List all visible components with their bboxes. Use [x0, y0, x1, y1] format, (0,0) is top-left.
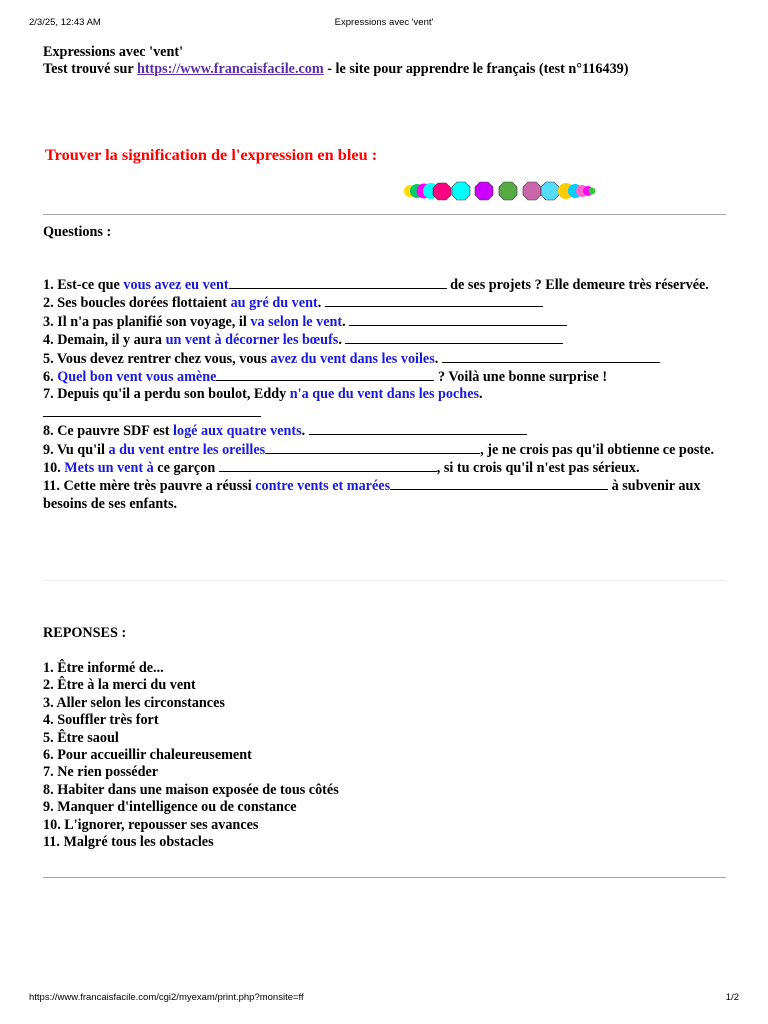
print-header [0, 17, 768, 31]
question-8 [43, 422, 728, 440]
site-link[interactable]: https://www.francaisfacile.com [136, 61, 324, 78]
question-expression: avez du vent dans les voiles [270, 350, 435, 367]
bead [541, 182, 559, 200]
question-10 [43, 459, 728, 477]
answer-blank[interactable] [345, 331, 563, 344]
question-text: 3. Il n'a pas planifié son voyage, il [43, 313, 251, 330]
question-1 [43, 276, 728, 294]
question-text: . [338, 332, 346, 349]
question-4 [43, 331, 728, 349]
question-9 [43, 441, 728, 459]
answer-item: 5. Être saoul [43, 729, 119, 746]
question-text: . [342, 313, 350, 330]
question-text: 9. Vu qu'il [43, 441, 109, 458]
bead [589, 188, 596, 195]
answer-item: 1. Être informé de... [43, 660, 164, 676]
question-expression: contre vents et marées [255, 478, 391, 495]
question-text: , si tu crois qu'il n'est pas sérieux. [436, 460, 640, 477]
question-text: , je ne crois pas qu'il obtienne ce poste. [480, 441, 715, 458]
question-expression: vous avez eu vent [123, 277, 229, 293]
question-expression: Quel bon vent vous amène [57, 369, 217, 386]
divider [43, 580, 726, 581]
bead [475, 182, 493, 200]
answer-blank[interactable] [442, 350, 660, 363]
question-5 [43, 350, 728, 368]
question-text: 10. [43, 460, 65, 477]
answers-list [43, 660, 728, 851]
page-title: Expressions avec 'vent' [43, 44, 184, 60]
bead [452, 182, 470, 200]
question-3 [43, 313, 728, 331]
questions-list [43, 276, 728, 513]
question-expression: un vent à décorner les bœufs [165, 332, 339, 349]
question-expression: logé aux quatre vents [173, 423, 302, 440]
question-7 [43, 386, 728, 422]
question-expression: n'a que du vent dans les poches [289, 386, 480, 403]
question-11 [43, 477, 728, 513]
decorative-beads-image [400, 179, 596, 203]
answer-item: 4. Souffler très fort [43, 712, 159, 729]
answer-item: 6. Pour accueillir chaleureusement [43, 747, 252, 764]
page-header [43, 44, 728, 79]
question-2 [43, 294, 728, 312]
question-text: 6. [43, 369, 58, 386]
answers-title: REPONSES : [43, 625, 127, 641]
bead [433, 183, 451, 200]
answer-blank[interactable] [390, 477, 608, 490]
print-footer [0, 992, 768, 1006]
answer-item: 8. Habiter dans une maison exposée de tous côtés [43, 781, 339, 798]
answer-item: 9. Manquer d'intelligence ou de constance [43, 799, 297, 816]
source-suffix: - le site pour apprendre le français (test n°116439) [323, 61, 629, 78]
answer-item: 7. Ne rien posséder [43, 764, 159, 781]
question-text: . [479, 386, 483, 403]
question-text: 11. Cette mère très pauvre a réussi [43, 478, 256, 495]
question-text: 8. Ce pauvre SDF est [43, 423, 174, 440]
question-text: ? Voilà une bonne surprise ! [434, 369, 608, 386]
divider [43, 214, 726, 215]
answer-blank[interactable] [229, 276, 447, 289]
question-text: . [317, 295, 325, 312]
answer-item: 10. L'ignorer, repousser ses avances [43, 816, 259, 833]
bead [499, 182, 517, 200]
question-expression: Mets un vent à [64, 460, 154, 477]
answer-blank[interactable] [349, 313, 567, 326]
source-prefix: Test trouvé sur [43, 61, 137, 78]
question-expression: au gré du vent [230, 295, 318, 312]
question-text: 1. Est-ce que [43, 277, 124, 293]
question-expression: a du vent entre les oreilles [108, 441, 266, 458]
question-expression: va selon le vent [250, 313, 343, 330]
answer-item: 2. Être à la merci du vent [43, 677, 196, 694]
bead [523, 182, 541, 200]
question-text: 7. Depuis qu'il a perdu son boulot, Eddy [43, 386, 290, 403]
source-line [43, 61, 728, 78]
question-6 [43, 368, 728, 386]
question-text: 2. Ses boucles dorées flottaient [43, 295, 231, 312]
answer-blank[interactable] [325, 294, 543, 307]
question-text: . [434, 350, 442, 367]
page-number: 1/2 [725, 992, 739, 1003]
answer-blank[interactable] [219, 459, 437, 472]
instruction-heading: Trouver la signification de l'expression en bleu : [45, 145, 378, 164]
divider [43, 877, 726, 878]
question-text: . [301, 423, 309, 440]
question-text: 5. Vous devez rentrer chez vous, vous [43, 350, 271, 367]
answer-blank[interactable] [216, 368, 434, 381]
print-datetime: 2/3/25, 12:43 AM [29, 17, 101, 28]
question-text: 4. Demain, il y aura [43, 332, 166, 349]
print-url: https://www.francaisfacile.com/cgi2/myexam/print.php?monsite=ff [29, 992, 304, 1003]
question-text: à subvenir aux besoins de ses enfants. [43, 478, 701, 512]
print-title: Expressions avec 'vent' [334, 17, 434, 28]
answer-blank[interactable] [309, 422, 527, 435]
answer-blank[interactable] [43, 404, 261, 417]
questions-title: Questions : [43, 224, 112, 240]
question-text: de ses projets ? Elle demeure très réservée. [446, 277, 709, 293]
answer-blank[interactable] [265, 441, 480, 454]
answer-item: 3. Aller selon les circonstances [43, 694, 225, 711]
question-text: ce garçon [153, 460, 219, 477]
answer-item: 11. Malgré tous les obstacles [43, 834, 214, 851]
